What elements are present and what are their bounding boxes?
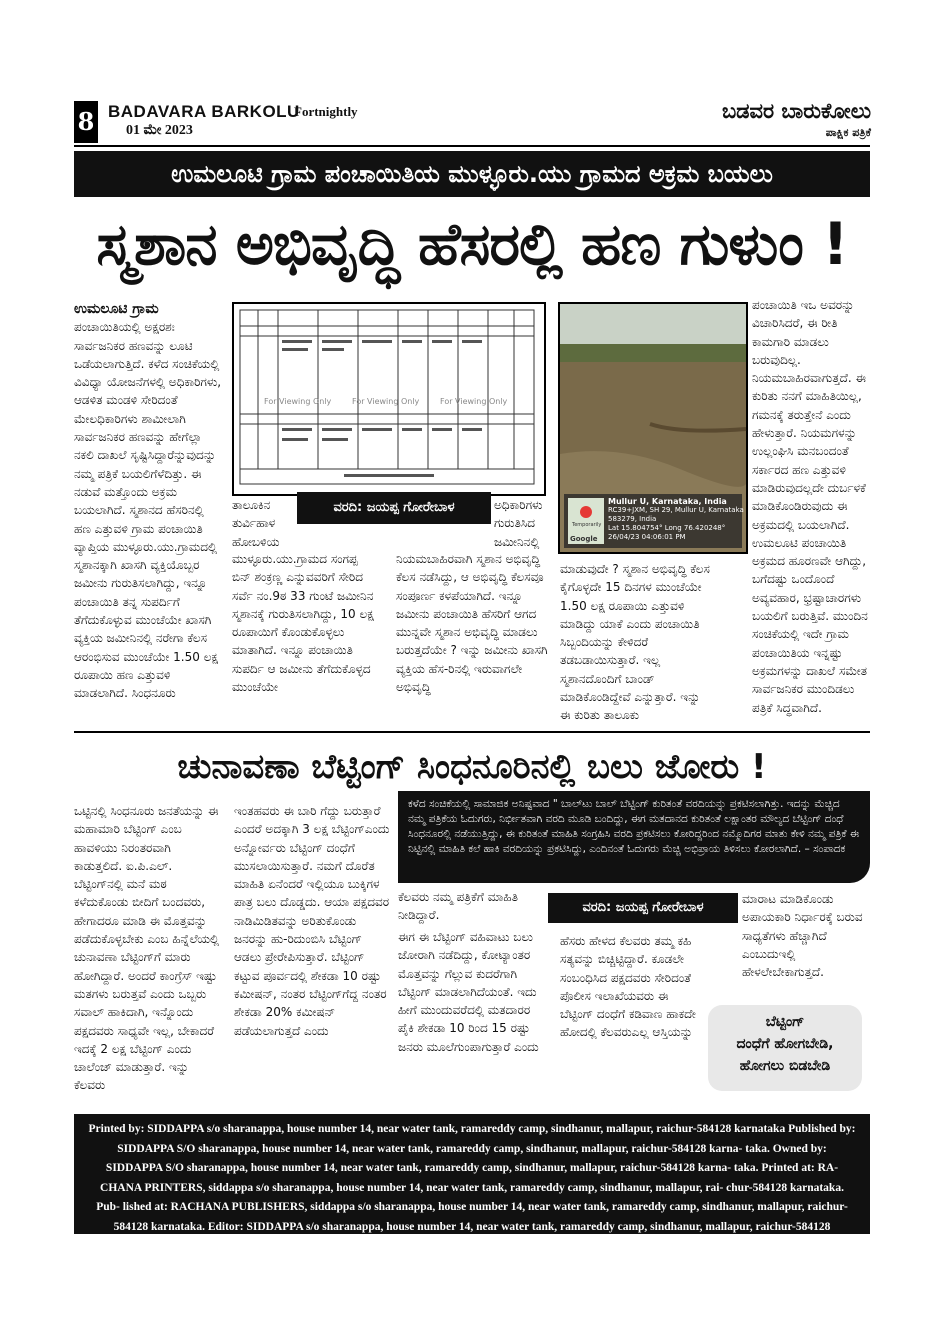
frequency-label: Fortnightly [294,104,358,119]
story2-column-1: ಒಟ್ಟಿನಲ್ಲಿ ಸಿಂಧನೂರು ಜನತೆಯನ್ನು ಈ ಮಹಾಮಾರಿ ಬೆಟ್ಟಿಂಗ್ ಎಂಬ ಹಾವಳಿಯು ನಿರಂತರವಾಗಿ ಕಾಡುತ್ತಲಿದೆ. ಐ.ಪಿ.ಎಲ್. ಬೆಟ್ಟಿಂಗ್‌ನಲ್ಲಿ ಮನೆ ಮಠ ಕಳೆದುಕೊಂಡು ಬೀದಿಗೆ ಬಂದವರು, ಹೇಗಾದರೂ ಮಾಡಿ ಈ ಮೊತ್ತವನ್ನು ಪಡೆದುಕೊಳ್ಳಬೇಕು ಎಂಬ ಹಿನ್ನೆಲೆಯಲ್ಲಿ ಚುನಾವಣಾ ಬೆಟ್ಟಿಂಗ್‌ಗೆ ಮಾರು ಹೋಗಿದ್ದಾರೆ. ಅಂದರೆ ಕಾಂಗ್ರೆಸ್ ಇಷ್ಟು ಮತಗಳು ಬರುತ್ತವೆ ಎಂದು ಒಬ್ಬರು ಸವಾಲ್ ಹಾಕಿದಾಗಿ, ಇನ್ನೊಂದು ಪಕ್ಷದವರು ಸಾಧ್ಯವೇ ಇಲ್ಲ, ಬೇಕಾದರೆ ಇದಕ್ಕೆ 2 ಲಕ್ಷ ಬೆಟ್ಟಿಂಗ್ ಎಂದು ಚಾಲೆಂಜ್ ಮಾಡುತ್ತಾರೆ. ಇನ್ನು ಕೆಲವರು [74,804,220,1093]
editor-note: ಕಳೆದ ಸಂಚಿಕೆಯಲ್ಲಿ ಸಾಮಾಜಿಕ ಅನಿಷ್ಟವಾದ " ಬಾಲ್‌ಟು ಬಾಲ್ ಬೆಟ್ಟಿಂಗ್ ಕುರಿತಂತೆ ವರದಿಯನ್ನು ಪ್ರಕಟಿಸಲಾಗಿತ್ತು. ಇದನ್ನು ಮೆಚ್ಚಿದ ನಮ್ಮ ಪತ್ರಿಕೆಯ ಓದುಗರು, ನಿರ್ಭೀತವಾಗಿ ವರದಿ ಮೂಡಿ ಬಂದಿದ್ದು, ಈಗ ಮತದಾನದ ಕುರಿತಂತೆ ಲಕ್ಷಾಂತರ ಮೌಲ್ಯದ ಬೆಟ್ಟಿಂಗ್ ದಂಧೆ ಸಿಂಧನೂರಲ್ಲಿ ನಡೆಯುತ್ತಿದ್ದು, ಈ ಕುರಿತಂತೆ ಮಾಹಿತಿ ಸಂಗ್ರಹಿಸಿ ವರದಿ ಪ್ರಕಟಿಸಲು ಕೋರಿದ್ದರಿಂದ ನಮ್ಮೊದಿಗರ ಮಾತು ಕೇಳಿ ನಮ್ಮ ಪತ್ರಿಕೆ ಈ ನಿಟ್ಟಿನಲ್ಲಿ ಮಾಹಿತಿ ಕಲೆ ಹಾಕಿ ವರದಿಯನ್ನು ಪ್ರಕಟಿಸಿದ್ದು, ಎಂದಿನಂತೆ ಓದುಗರು ಮೆಚ್ಚಿ ಅಭಿಪ್ರಾಯ ತಿಳಿಸಲು ಕೋರಲಾಗಿದೆ. – ಸಂಪಾದಕ [398,791,870,883]
map-brand: Google [570,535,598,543]
story2-column-3: ಈಗ ಈ ಬೆಟ್ಟಿಂಗ್ ವಹಿವಾಟು ಬಲು ಜೋರಾಗಿ ನಡೆದಿದ್ದು, ಕೋಟ್ಯಾಂತರ ಮೊತ್ತವನ್ನು ಗೆಲ್ಲುವ ಕುದರೆಗಾಗಿ ಬೆಟ್ಟಿಂಗ್ ಮಾಡಲಾಗಿದೆಯಂತೆ. ಇದು ಹೀಗೆ ಮುಂದುವರೆದಲ್ಲಿ ಮತದಾರರ ಪೈಕಿ ಶೇಕಡಾ 10 ರಿಂದ 15 ರಷ್ಟು ಜನರು ಮೂಲೆಗುಂಪಾಗುತ್ತಾರೆ ಎಂದು [398,930,539,1054]
masthead-title: BADAVARA BARKOLU [108,102,300,121]
story1-column-1 [74,300,224,725]
cemetery-site-photo [558,302,748,554]
callout-line-1: ಬೆಟ್ಟಿಂಗ್ [765,1014,805,1030]
story1-column-3: ನಿಯಮಬಾಹಿರವಾಗಿ ಸ್ಮಶಾನ ಅಭಿವೃದ್ಧಿ ಕೆಲಸ ನಡೆಸಿದ್ದು, ಆ ಅಭಿವೃದ್ಧಿ ಕೆಲಸವೂ ಸಂಪೂರ್ಣ ಕಳಪೆಯಾಗಿದೆ. ಇನ್ನೂ ಜಮೀನು ಪಂಚಾಯಿತಿ ಹೆಸರಿಗೆ ಆಗದ ಮುನ್ನವೇ ಸ್ಮಶಾನ ಅಭಿವೃದ್ಧಿ ಮಾಡಲು ಬರುತ್ತದೆಯೇ ? ಇನ್ನು ಜಮೀನು ಖಾಸಗಿ ವ್ಯಕ್ತಿಯ ಹೆಸ-ರಿನಲ್ಲಿ ಇರುವಾಗಲೇ ಅಭಿವೃದ್ಧಿ [396,552,548,695]
watermark-text-3: For Viewing Only [440,397,508,406]
kannada-masthead: ಬಡವರ ಬಾರುಕೋಲು [721,99,871,123]
story1-column-4: ಮಾಡುವುದೇ ? ಸ್ಮಶಾನ ಅಭಿವೃದ್ಧಿ ಕೆಲಸ ಕೈಗೊಳ್ಳದೇ 15 ದಿನಗಳ ಮುಂಚೆಯೇ 1.50 ಲಕ್ಷ ರೂಪಾಯಿ ಎತ್ತುವಳಿ ಮಾಡಿದ್ದು ಯಾಕೆ ಎಂದು ಪಂಚಾಯಿತಿ ಸಿಬ್ಬಂದಿಯನ್ನು ಕೇಳಿದರೆ ತಡಬಡಾಯಿಸುತ್ತಾರೆ. ಇಲ್ಲ ಸ್ಮಶಾನದೊಂದಿಗೆ ಬಾಂಡ್ ಮಾಡಿಕೊಂಡಿದ್ದೇವೆ ಎನ್ನುತ್ತಾರೆ. ಇನ್ನು ಈ ಕುರಿತು ತಾಲೂಕು [560,562,710,723]
story2-byline: ವರದಿ: ಜಯಪ್ಪ ಗೋರೇಬಾಳ [548,893,738,923]
story2-column-4: ಹೆಸರು ಹೇಳದ ಕೆಲವರು ತಮ್ಮ ಕಹಿ ಸತ್ಯವನ್ನು ಬಿಚ್ಚಿಟ್ಟಿದ್ದಾರೆ. ಕೂಡಲೇ ಸಂಬಂಧಿಸಿದ ಪಕ್ಷದವರು ಸೇರಿದಂತೆ ಪೊಲೀಸ ಇಲಾಖೆಯವರು ಈ ಬೆಟ್ಟಿಂಗ್ ದಂಧೆಗೆ ಕಡಿವಾಣ ಹಾಕದೇ ಹೋದಲ್ಲಿ ಕೆಲವರುಎಲ್ಲ ಆಸ್ತಿಯನ್ನು [560,934,696,1040]
callout-line-3: ಹೋಗಲು ಬಿಡಬೇಡಿ [739,1058,831,1074]
header-rule [74,145,870,147]
story-divider [74,731,870,733]
story1-headline: ಸ್ಮಶಾನ ಅಭಿವೃದ್ಧಿ ಹೆಸರಲ್ಲಿ ಹಣ ಗುಳುಂ ! [96,210,848,278]
story1-column-2: ಮುಳ್ಳೂರು.ಯು.ಗ್ರಾಮದ ಸಂಗಪ್ಪ ಬಿನ್ ಶಂಕ್ರಣ್ಣ ಎನ್ನುವವರಿಗೆ ಸೇರಿದ ಸರ್ವೆ ನಂ.9ಠ 33 ಗುಂಟೆ ಜಮೀನಿನ ಸ್ಮಶಾನಕ್ಕೆ ಗುರುತಿಸಲಾಗಿದ್ದು, 10 ಲಕ್ಷ ರೂಪಾಯಿಗೆ ಕೊಂಡುಕೊಳ್ಳಲು ಮಾತಾಗಿದೆ. ಇನ್ನೂ ಪಂಚಾಯಿತಿ ಸುಪರ್ದಿ ಆ ಜಮೀನು ತೆಗೆದುಕೊಳ್ಳದ ಮುಂಚೆಯೇ [232,552,374,695]
story2-headline: ಚುನಾವಣಾ ಬೆಟ್ಟಿಂಗ್ ಸಿಂಧನೂರಿನಲ್ಲಿ ಬಲು ಜೋರು ! [177,747,767,787]
story2-column-2: ಇಂತಹವರು ಈ ಬಾರಿ ಗೆದ್ದು ಬರುತ್ತಾರೆ ಎಂದರೆ ಅದಕ್ಕಾಗಿ 3 ಲಕ್ಷ ಬೆಟ್ಟಿಂಗ್‌ಎಂದು ಅನ್ನೋರ್ವರು ಬೆಟ್ಟಿಂಗ್ ದಂಧೆಗೆ ಮುಸಲಾಯಿಸುತ್ತಾರೆ. ನಮಗೆ ದೊರೆತ ಮಾಹಿತಿ ಏನೆಂದರೆ ಇಲ್ಲಿಯೂ ಬುಕ್ಕಿಗಳ ಪಾತ್ರ ಬಲು ದೊಡ್ಡದು. ಆಯಾ ಪಕ್ಷದವರ ನಾಡಿಮಿಡಿತವನ್ನು ಅರಿತುಕೊಂಡು ಜನರನ್ನು ಹು-ರಿದುಂಬಿಸಿ ಬೆಟ್ಟಿಂಗ್ ಆಡಲು ಪ್ರೇರೇಪಿಸುತ್ತಾರೆ. ಬೆಟ್ಟಿಂಗ್ ಕಟ್ಟುವ ಪೂರ್ವದಲ್ಲಿ ಶೇಕಡಾ 10 ರಷ್ಟು ಕಮೀಷನ್, ನಂತರ ಬೆಟ್ಟಿಂಗ್‌ಗೆದ್ದ ನಂತರ ಶೇಕಡಾ 20% ಕಮೀಷನ್ ಪಡೆಯಲಾಗುತ್ತದೆ ಎಂದು [234,804,390,1038]
geotag-timestamp: 26/04/23 04:06:01 PM [608,533,686,541]
story1-col1-text: ಪಂಚಾಯಿತಿಯಲ್ಲಿ ಅಕ್ಷರಶಃ ಸಾರ್ವಜನಿಕರ ಹಣವನ್ನು ಲೂಟಿ ಒಡೆಯಲಾಗುತ್ತಿದೆ. ಕಳೆದ ಸಂಚಿಕೆಯಲ್ಲಿ ವಿವಿಧ್ಯಾ ಯೋಜನೆಗಳಲ್ಲಿ ಅಧಿಕಾರಿಗಳು, ಆಡಳಿತ ಮಂಡಳಿ ಸೇರಿದಂತೆ ಮೇಲಧಿಕಾರಿಗಳು ಶಾಮೀಲಾಗಿ ಸಾರ್ವಜನಿಕರ ಹಣವನ್ನು ಹೇಗೆಲ್ಲಾ ನಕಲಿ ದಾಖಲೆ ಸೃಷ್ಟಿಸಿದ್ದಾರೆನ್ನುವುದನ್ನು ನಮ್ಮ ಪತ್ರಿಕೆ ಬಯಲಿಗೆಳೆದಿತ್ತು. ಈ ನಡುವೆ ಮತ್ತೊಂದು ಅಕ್ರಮ ಬಯಲಾಗಿದೆ. ಸ್ಮಶಾನದ ಹೆಸರಿನಲ್ಲಿ ಹಣ ಎತ್ತುವಳಿ ಗ್ರಾಮ ಪಂಚಾಯಿತಿ ವ್ಯಾಪ್ತಿಯ ಮುಳ್ಳೂರು.ಯು.ಗ್ರಾಮದಲ್ಲಿ ಸ್ಮಶಾನಕ್ಕಾಗಿ ಖಾಸಗಿ ವ್ಯಕ್ತಿಯೊಬ್ಬರ ಜಮೀನು ಗುರುತಿಸಲಾಗಿದ್ದು, ಇನ್ನೂ ಪಂಚಾಯಿತಿ ತನ್ನ ಸುಪರ್ದಿಗೆ ತೆಗೆದುಕೊಳ್ಳುವ ಮುಂಚೆಯೇ ಖಾಸಗಿ ವ್ಯಕ್ತಿಯ ಜಮೀನಿನಲ್ಲಿ ನರೇಗಾ ಕೆಲಸ ಆರಂಭಿಸುವ ಮುಂಚೆಯೇ 1.50 ಲಕ್ಷ ರೂಪಾಯಿ ಹಣ ಎತ್ತುವಳಿ ಮಾಡಲಾಗಿದೆ. ಸಿಂಧನೂರು [74,320,222,701]
story1-column-5: ಪಂಚಾಯಿತಿ ಇಒ ಅವರನ್ನು ವಿಚಾರಿಸಿದರೆ, ಈ ರೀತಿ ಕಾಮಗಾರಿ ಮಾಡಲು ಬರುವುದಿಲ್ಲ. ನಿಯಮಬಾಹಿರವಾಗುತ್ತದೆ. ಈ ಕುರಿತು ನನಗೆ ಮಾಹಿತಿಯಿಲ್ಲ, ಗಮನಕ್ಕೆ ತರುತ್ತೇನೆ ಎಂದು ಹೇಳುತ್ತಾರೆ. ನಿಯಮಗಳನ್ನು ಉಲ್ಲಂಘಿಸಿ ಮನಬಂದಂತೆ ಸರ್ಕಾರದ ಹಣ ಎತ್ತುವಳಿ ಮಾಡಿರುವುದಲ್ಲದೇ ದುರ್ಬಳಕೆ ಮಾಡಿಕೊಂಡಿರುವುದು ಈ ಅಕ್ರಮದಲ್ಲಿ ಬಯಲಾಗಿದೆ. ಉಮಲೂಟಿ ಪಂಚಾಯಿತಿ ಅಕ್ರಮದ ಹೂರಣವೇ ಆಗಿದ್ದು, ಬಗೆದಷ್ಟು ಒಂದೊಂದೆ ಅವ್ಯವಹಾರ, ಭ್ರಷ್ಟಾಚಾರಗಳು ಬಯಲಿಗೆ ಬರುತ್ತಿವೆ. ಮುಂದಿನ ಸಂಚಿಕೆಯಲ್ಲಿ ಇದೇ ಗ್ರಾಮ ಪಂಚಾಯಿತಿಯ ಇನ್ನಷ್ಟು ಅಕ್ರಮಗಳನ್ನು ದಾಖಲೆ ಸಮೇತ ಸಾರ್ವಜನಿಕರ ಮುಂದಿಡಲು ಪತ್ರಿಕೆ ಸಿದ್ಧವಾಗಿದೆ. [752,298,868,715]
story1-column-2a: ತಾಲೂಕಿನ ತುರ್ವಿಹಾಳ ಹೋಬಳಿಯ [232,498,280,549]
map-label: Temporarily [572,522,602,528]
story2-column-3a: ಕೆಲವರು ನಮ್ಮ ಪತ್ರಿಕೆಗೆ ಮಾಹಿತಿ ನೀಡಿದ್ದಾರೆ. [398,890,518,923]
issue-date: 01 ಮೇ 2023 [126,123,193,138]
geotag-coords: Lat 15.804754° Long 76.420248° [608,524,726,532]
land-record-document-image [232,302,546,496]
geotag-place: Mullur U, Karnataka, India [608,497,727,506]
story1-column-3a: ಅಧಿಕಾರಿಗಳು ಗುರುತಿಸಿದ ಜಮೀನಿನಲ್ಲಿ [494,498,543,549]
geotag-overlay [608,497,744,542]
imprint-footer: Printed by: SIDDAPPA s/o sharanappa, house number 14, near water tank, ramareddy camp, sindhanur, mallapur, raichur-584128 karnataka Published by: SIDDAPPA S/O sharanappa, house number 14, near water tank, ramareddy camp, sindhanur, mallapur, raichur-584128 karna- taka. Owned by: SIDDAPPA S/O sharanappa, house number 14, near water tank, ramareddy camp, sindhanur, mallapur, raichur-584128 karna- taka. Printed at: RA- CHANA PRINTERS, siddappa s/o sharanappa, house number 14, near water tank, ramareddy camp, sindhanur, mallapur, rai- chur-584128 karnataka. Pub- lished at: RACHANA PUBLISHERS, siddappa s/o sharanappa, house number 14, near water tank, ramareddy camp, sindhanur, mallapur, raichur-584128 karnataka. Editor: SIDDAPPA s/o sharanappa, house number 14, near water tank, ramareddy camp, sindhanur, mallapur, raichur-584128 karnataka [74,1114,870,1234]
anti-betting-callout [708,1005,862,1091]
story1-banner: ಉಮಲೂಟಿ ಗ್ರಾಮ ಪಂಚಾಯಿತಿಯ ಮುಳ್ಳೂರು.ಯು ಗ್ರಾಮದ ಅಕ್ರಮ ಬಯಲು [74,151,870,197]
callout-line-2: ದಂಧೆಗೆ ಹೋಗಬೇಡಿ, [736,1036,834,1052]
story2-column-5: ಮಾರಾಟ ಮಾಡಿಕೊಂಡು ಅಪಾಯಕಾರಿ ನಿರ್ಧಾರಕ್ಕೆ ಬರುವ ಸಾಧ್ಯತೆಗಳು ಹೆಚ್ಚಾಗಿದೆ ಎಂಬುದುಇಲ್ಲಿ ಹೇಳಲೇಬೇಕಾಗುತ್ತದೆ. [742,892,863,980]
story1-byline: ವರದಿ: ಜಯಪ್ಪ ಗೋರೇಬಾಳ [297,492,491,524]
page-number: 8 [74,101,98,143]
watermark-text-2: For Viewing Only [352,397,420,406]
story1-lead: ಉಮಲೂಟಿ ಗ್ರಾಮ [74,301,159,317]
geotag-address: RC39+JXM, SH 29, Mullur U, Karnataka 583279, India [608,506,744,523]
document-table-graphic [234,304,540,490]
watermark-text-1: For Viewing Only [264,397,332,406]
kannada-subtitle: ಪಾಕ್ಷಿಕ ಪತ್ರಿಕೆ [825,126,871,139]
